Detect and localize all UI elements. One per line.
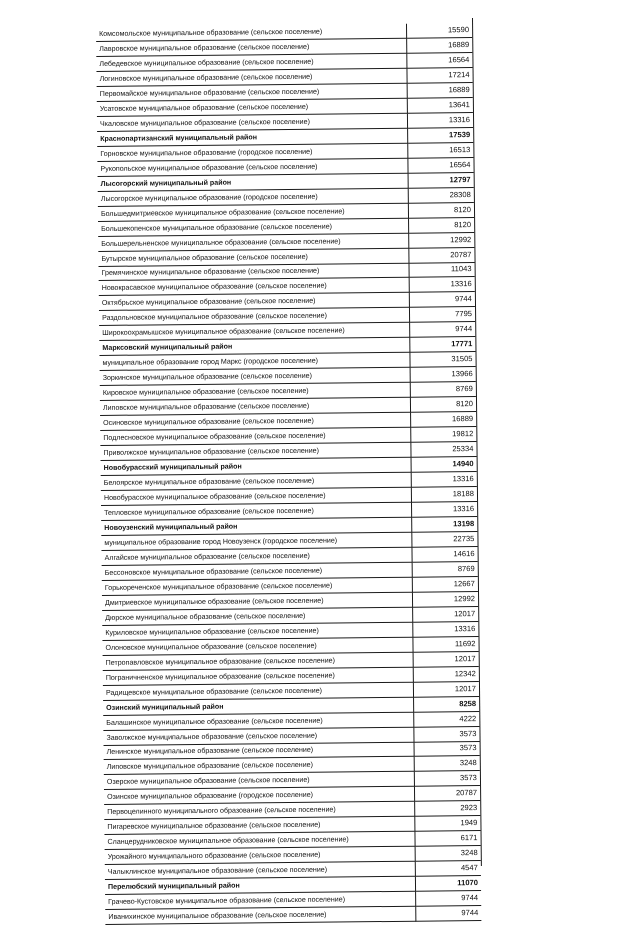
municipality-name: Гремячинское муниципальное образование (сельское поселение) xyxy=(99,263,409,281)
municipality-name: Чалыклинское муниципальное образование (сельское поселение) xyxy=(105,861,415,879)
amount-value: 13641 xyxy=(407,97,473,113)
amount-value: 12017 xyxy=(413,681,479,697)
municipality-name: Петропавловское муниципальное образование (сельское поселение) xyxy=(103,652,413,670)
amount-value: 20787 xyxy=(414,786,480,802)
amount-value: 12797 xyxy=(408,172,474,188)
amount-value: 8120 xyxy=(408,217,474,233)
amount-value: 7795 xyxy=(409,307,475,323)
amount-value: 13966 xyxy=(410,367,476,383)
amount-value: 13198 xyxy=(411,517,477,533)
municipality-name: Новобурасский муниципальный район xyxy=(101,457,411,475)
amount-value: 3573 xyxy=(414,771,480,787)
amount-value: 14940 xyxy=(411,457,477,473)
municipality-name: муниципальное образование город Маркс (городское поселение) xyxy=(99,353,409,371)
amount-value: 9744 xyxy=(409,322,475,338)
amount-value: 11070 xyxy=(415,876,481,892)
amount-value: 22735 xyxy=(411,531,477,547)
municipality-name: Радищевское муниципальное образование (сельское поселение) xyxy=(103,682,413,700)
municipality-name: Широкоохрамышское муниципальное образование (сельское поселение) xyxy=(99,323,409,341)
amount-value: 2923 xyxy=(414,801,480,817)
table-body xyxy=(96,23,481,925)
amount-value: 19812 xyxy=(410,427,476,443)
municipality-name: Озерское муниципальное образование (сельское поселение) xyxy=(104,772,414,790)
amount-value: 18188 xyxy=(411,487,477,503)
municipality-name: Дюрское муниципальное образование (сельское поселение) xyxy=(102,607,412,625)
municipality-name: Большерельненское муниципальное образование (сельское поселение) xyxy=(98,233,408,251)
amount-value: 16513 xyxy=(407,142,473,158)
municipality-name: Озинский муниципальный район xyxy=(103,697,413,715)
amount-value: 11692 xyxy=(412,636,478,652)
amount-value: 9744 xyxy=(415,906,481,922)
municipality-name: Новокрасавское муниципальное образование (сельское поселение) xyxy=(99,278,409,296)
amount-value: 3248 xyxy=(414,756,480,772)
amount-value: 16889 xyxy=(410,412,476,428)
amount-value: 16889 xyxy=(406,38,472,54)
municipality-name: Липовское муниципальное образование (сельское поселение) xyxy=(100,397,410,415)
amount-value: 3573 xyxy=(414,741,480,757)
amount-value: 12667 xyxy=(412,576,478,592)
table-row xyxy=(105,906,481,925)
municipality-name: Марксовский муниципальный район xyxy=(99,338,409,356)
municipality-name: Новоузенский муниципальный район xyxy=(101,517,411,535)
municipality-name: Дмитриевское муниципальное образование (сельское поселение) xyxy=(102,592,412,610)
municipality-name: Приволжское муниципальное образование (сельское поселение) xyxy=(100,442,410,460)
municipality-name: Урожайного муниципального образование (сельское поселение) xyxy=(105,846,415,864)
amount-value: 13316 xyxy=(412,621,478,637)
amount-value: 13316 xyxy=(411,502,477,518)
amount-value: 13316 xyxy=(409,277,475,293)
municipality-name: Осиновское муниципальное образование (сельское поселение) xyxy=(100,412,410,430)
amount-value: 12342 xyxy=(413,666,479,682)
amount-value: 16564 xyxy=(407,157,473,173)
municipality-name: Логиновское муниципальное образование (сельское поселение) xyxy=(96,68,406,86)
municipality-name: Сланцерудниковское муниципальное образование (сельское поселение) xyxy=(104,832,414,850)
municipality-name: Пигаревское муниципальное образование (сельское поселение) xyxy=(104,817,414,835)
amount-value: 4547 xyxy=(415,861,481,877)
amount-value: 28308 xyxy=(408,187,474,203)
amount-value: 20787 xyxy=(408,247,474,263)
amount-value: 8120 xyxy=(408,202,474,218)
municipality-name: Куриловское муниципальное образование (сельское поселение) xyxy=(102,622,412,640)
municipality-name: Комсомольское муниципальное образование (сельское поселение) xyxy=(96,24,406,42)
amount-value: 25334 xyxy=(410,442,476,458)
municipality-name: Большекопенское муниципальное образование (сельское поселение) xyxy=(98,218,408,236)
municipality-name: Озинское муниципальное образование (городское поселение) xyxy=(104,787,414,805)
municipality-name: Перелюбский муниципальный район xyxy=(105,876,415,894)
amount-value: 3248 xyxy=(415,846,481,862)
municipality-name: Олоновское муниципальное образование (сельское поселение) xyxy=(102,637,412,655)
municipality-name: Заволжское муниципальное образование (сельское поселение) xyxy=(103,727,413,745)
municipality-name: Лысогорское муниципальное образование (городское поселение) xyxy=(98,188,408,206)
municipality-name: Грачево-Кустовское муниципальное образование (сельское поселение) xyxy=(105,891,415,909)
amount-value: 12017 xyxy=(412,606,478,622)
amount-value: 12017 xyxy=(413,651,479,667)
municipality-name: Лебедевское муниципальное образование (сельское поселение) xyxy=(96,53,406,71)
amount-value: 8120 xyxy=(410,397,476,413)
municipality-name: Бутырское муниципальное образование (сельское поселение) xyxy=(98,248,408,266)
municipality-name: Тепловское муниципальное образование (сельское поселение) xyxy=(101,502,411,520)
municipality-name: Пограничненское муниципальное образование (сельское поселение) xyxy=(103,667,413,685)
amount-value: 14616 xyxy=(411,546,477,562)
municipality-name: Чкаловское муниципальное образование (сельское поселение) xyxy=(97,113,407,131)
amount-value: 13316 xyxy=(411,472,477,488)
municipality-name: Первоцелинного муниципального образование (сельское поселение) xyxy=(104,802,414,820)
municipality-name: Лавровское муниципальное образование (сельское поселение) xyxy=(96,38,406,56)
amount-value: 3573 xyxy=(413,726,479,742)
municipality-name: Алгайское муниципальное образование (сельское поселение) xyxy=(101,547,411,565)
amount-value: 6171 xyxy=(414,831,480,847)
municipality-name: Кировское муниципальное образование (сельское поселение) xyxy=(100,382,410,400)
municipality-name: Лысогорский муниципальный район xyxy=(98,173,408,191)
municipality-name: Балашинское муниципальное образование (сельское поселение) xyxy=(103,712,413,730)
municipality-name: Горновское муниципальное образование (городское поселение) xyxy=(97,143,407,161)
municipality-name: Рукопольское муниципальное образование (сельское поселение) xyxy=(97,158,407,176)
amount-value: 4222 xyxy=(413,711,479,727)
amount-value: 12992 xyxy=(412,591,478,607)
municipality-name: Первомайское муниципальное образование (сельское поселение) xyxy=(97,83,407,101)
amount-value: 16889 xyxy=(407,82,473,98)
municipality-name: Октябрьское муниципальное образование (сельское поселение) xyxy=(99,293,409,311)
amount-value: 8258 xyxy=(413,696,479,712)
municipality-name: Ленинское муниципальное образование (сельское поселение) xyxy=(104,742,414,760)
municipal-register-table xyxy=(96,23,481,925)
amount-value: 11043 xyxy=(408,262,474,278)
municipality-name: Горькореченское муниципальное образование (сельское поселение) xyxy=(102,577,412,595)
amount-value: 16564 xyxy=(406,52,472,68)
municipality-name: Белоярское муниципальное образование (сельское поселение) xyxy=(101,472,411,490)
municipality-name: муниципальное образование город Новоузенск (городское поселение) xyxy=(101,532,411,550)
municipality-name: Усатовское муниципальное образование (сельское поселение) xyxy=(97,98,407,116)
municipality-name: Новобурасское муниципальное образование (сельское поселение) xyxy=(101,487,411,505)
municipality-name: Раздольновское муниципальное образование (сельское поселение) xyxy=(99,308,409,326)
amount-value: 17539 xyxy=(407,127,473,143)
municipality-name: Краснопартизанский муниципальный район xyxy=(97,128,407,146)
municipality-name: Большедмитриевское муниципальное образование (сельское поселение) xyxy=(98,203,408,221)
amount-value: 31505 xyxy=(409,352,475,368)
amount-value: 17214 xyxy=(406,67,472,83)
amount-value: 1949 xyxy=(414,816,480,832)
amount-value: 15590 xyxy=(406,23,472,38)
amount-value: 13316 xyxy=(407,112,473,128)
municipality-name: Бессоновское муниципальное образование (сельское поселение) xyxy=(102,562,412,580)
amount-value: 17771 xyxy=(409,337,475,353)
municipality-name: Подлесновское муниципальное образование (сельское поселение) xyxy=(100,427,410,445)
amount-value: 9744 xyxy=(409,292,475,308)
amount-value: 9744 xyxy=(415,891,481,907)
municipality-name: Зоркинское муниципальное образование (сельское поселение) xyxy=(100,368,410,386)
amount-value: 8769 xyxy=(410,382,476,398)
municipality-name: Иванихинское муниципальное образование (сельское поселение) xyxy=(105,906,415,924)
municipality-name: Липовское муниципальное образование (сельское поселение) xyxy=(104,757,414,775)
amount-value: 8769 xyxy=(412,561,478,577)
amount-value: 12992 xyxy=(408,232,474,248)
